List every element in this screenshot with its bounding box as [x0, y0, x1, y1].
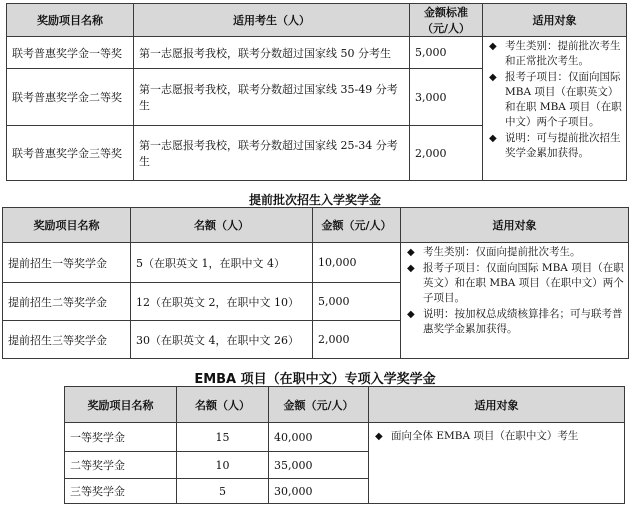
table-early-admission-scholarship [2, 207, 629, 359]
col-header-name: 奖励项目名称 [3, 208, 131, 243]
cell-name: 三等奖学金 [65, 479, 177, 504]
cell-amount: 10,000 [313, 243, 401, 283]
cell-quota: 30（在职英文 4，在职中文 26） [131, 321, 313, 359]
list-item: ◆ 考生类别：提前批次考生和正常批次考生。 [489, 40, 621, 67]
col-header-target: 适用对象 [369, 387, 625, 423]
cell-amount: 5,000 [410, 37, 483, 69]
cell-name: 联考普惠奖学金一等奖 [7, 37, 134, 69]
cell-name: 联考普惠奖学金三等奖 [7, 126, 134, 181]
diamond-bullet-icon: ◆ [375, 431, 383, 442]
col-header-name: 奖励项目名称 [7, 4, 134, 37]
diamond-bullet-icon: ◆ [407, 247, 415, 258]
cell-candidates: 第一志愿报考我校，联考分数超过国家线 35-49 分考生 [134, 69, 410, 126]
list-item: ◆ 说明：可与提前批次招生奖学金累加获得。 [489, 132, 621, 159]
cell-name: 提前招生二等奖学金 [3, 283, 131, 321]
cell-candidates: 第一志愿报考我校，联考分数超过国家线 25-34 分考生 [134, 126, 410, 181]
cell-amount: 40,000 [269, 423, 369, 452]
col-header-target: 适用对象 [401, 208, 629, 243]
diamond-bullet-icon: ◆ [489, 133, 497, 144]
cell-name: 联考普惠奖学金二等奖 [7, 69, 134, 126]
section-title-emba: EMBA 项目（在职中文）专项入学奖学金 [194, 372, 436, 387]
cell-quota: 5 [177, 479, 269, 504]
cell-quota: 10 [177, 452, 269, 479]
col-header-amount: 金额标准（元/人） [410, 4, 483, 37]
cell-name: 二等奖学金 [65, 452, 177, 479]
diamond-bullet-icon: ◆ [489, 41, 497, 52]
col-header-target: 适用对象 [483, 4, 627, 37]
col-header-amount: 金额（元/人） [269, 387, 369, 423]
list-item: ◆ 报考子项目：仅面向国际 MBA 项目（在职英文）和在职 MBA 项目（在职中文）两个子项目。 [407, 262, 624, 304]
cell-amount: 2,000 [410, 126, 483, 181]
list-item: ◆ 报考子项目：仅面向国际 MBA 项目（在职英文）和在职 MBA 项目（在职中文）两个子项目。 [489, 71, 622, 128]
list-item: ◆ 面向全体 EMBA 项目（在职中文）考生 [375, 430, 579, 442]
col-header-amount: 金额（元/人） [313, 208, 401, 243]
table-general-scholarship [6, 3, 627, 181]
col-header-candidates: 适用考生（人） [134, 4, 410, 37]
cell-amount: 35,000 [269, 452, 369, 479]
cell-quota: 5（在职英文 1，在职中文 4） [131, 243, 313, 283]
cell-target [369, 423, 625, 504]
cell-target [483, 37, 627, 181]
diamond-bullet-icon: ◆ [489, 72, 497, 83]
col-header-quota: 名额（人） [131, 208, 313, 243]
diamond-bullet-icon: ◆ [407, 263, 415, 274]
cell-amount: 2,000 [313, 321, 401, 359]
cell-quota: 15 [177, 423, 269, 452]
table-emba-scholarship [64, 386, 625, 504]
diamond-bullet-icon: ◆ [407, 309, 415, 320]
cell-candidates: 第一志愿报考我校，联考分数超过国家线 50 分考生 [134, 37, 410, 69]
cell-target [401, 243, 629, 359]
cell-name: 提前招生三等奖学金 [3, 321, 131, 359]
cell-name: 一等奖学金 [65, 423, 177, 452]
cell-name: 提前招生一等奖学金 [3, 243, 131, 283]
cell-quota: 12（在职英文 2，在职中文 10） [131, 283, 313, 321]
table-row [3, 243, 629, 283]
table-row [7, 37, 627, 69]
cell-amount: 5,000 [313, 283, 401, 321]
cell-amount: 30,000 [269, 479, 369, 504]
list-item: ◆ 考生类别：仅面向提前批次考生。 [407, 246, 581, 258]
list-item: ◆ 说明：按加权总成绩核算排名；可与联考普惠奖学金累加获得。 [407, 308, 623, 335]
col-header-name: 奖励项目名称 [65, 387, 177, 423]
section-title-early-admission: 提前批次招生入学奖学金 [248, 193, 381, 207]
cell-amount: 3,000 [410, 69, 483, 126]
table-row [65, 423, 625, 452]
col-header-quota: 名额（人） [177, 387, 269, 423]
